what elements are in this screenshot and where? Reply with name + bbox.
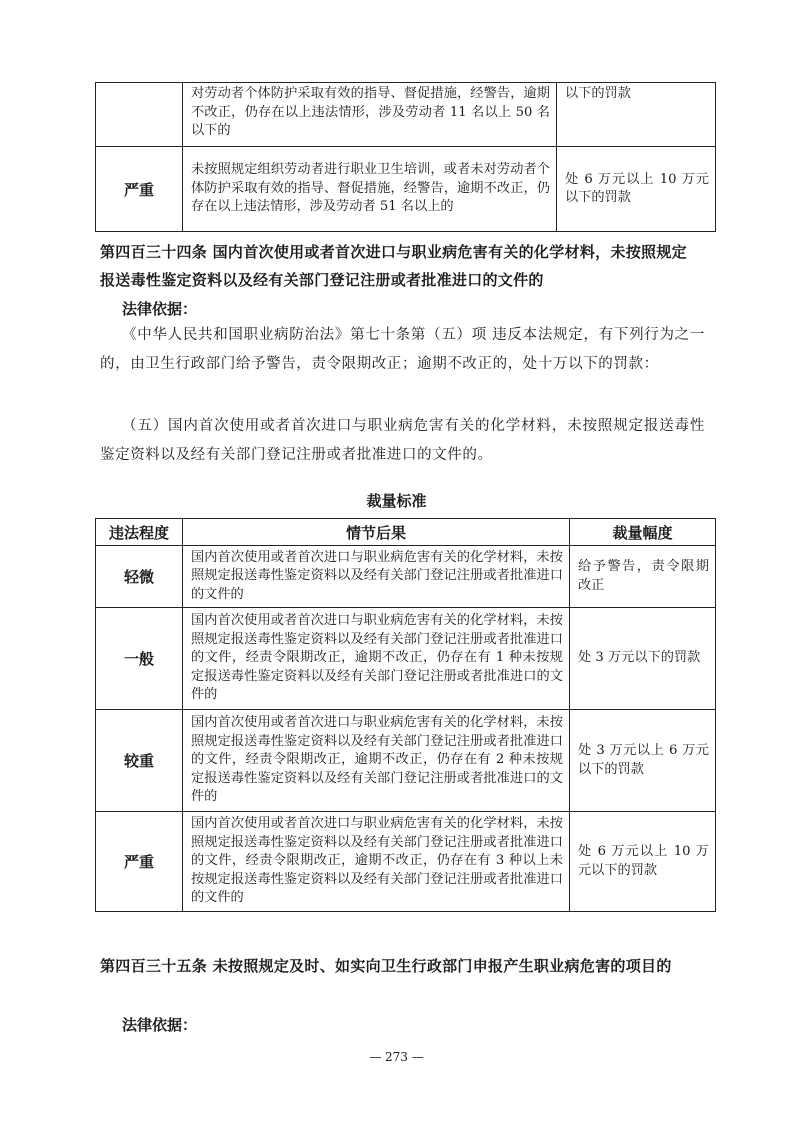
degree-cell: 一般: [96, 608, 183, 710]
table-row: [96, 83, 716, 147]
table-row: [96, 147, 716, 232]
table-row: [96, 608, 716, 710]
standard-table-title: 裁量标准: [366, 492, 427, 510]
legal-basis-label: 法律依据：: [122, 1016, 198, 1034]
circumstance-cell: 国内首次使用或者首次进口与职业病危害有关的化学材料，未按照规定报送毒性鉴定资料以及经有关部门登记注册或者批准进口的文件，经责令限期改正，逾期不改正，仍存在有 2 种未按规定报送毒性鉴定资料以及经有关部门登记注册或者批准进口的文件的: [183, 710, 570, 812]
penalty-cell: 给予警告，责令限期改正: [570, 546, 716, 608]
circumstance-cell: 国内首次使用或者首次进口与职业病危害有关的化学材料，未按照规定报送毒性鉴定资料以及经有关部门登记注册或者批准进口的文件，经责令限期改正，逾期不改正，仍存在有 1 种未按规定报送毒性鉴定资料以及经有关部门登记注册或者批准进口的文件的: [183, 608, 570, 710]
discretion-standard-table: [95, 518, 716, 912]
degree-cell: [96, 83, 183, 147]
circumstance-cell: 国内首次使用或者首次进口与职业病危害有关的化学材料，未按照规定报送毒性鉴定资料以及经有关部门登记注册或者批准进口的文件，经责令限期改正，逾期不改正，仍存在有 3 种以上未按规定报送毒性鉴定资料以及经有关部门登记注册或者批准进口的文件的: [183, 812, 570, 912]
circumstance-cell: 国内首次使用或者首次进口与职业病危害有关的化学材料，未按照规定报送毒性鉴定资料以及经有关部门登记注册或者批准进口的文件的: [183, 546, 570, 608]
law-text: 《中华人民共和国职业病防治法》第七十条第（五）项 违反本法规定，有下列行为之一的，由卫生行政部门给予警告，责令限期改正；逾期不改正的，处十万以下的罚款：: [100, 327, 705, 372]
degree-cell: 严重: [96, 147, 183, 232]
legal-basis-label: 法律依据：: [122, 300, 198, 318]
circumstance-cell: 未按照规定组织劳动者进行职业卫生培训，或者未对劳动者个体防护采取有效的指导、督促措施，经警告，逾期不改正，仍存在以上违法情形，涉及劳动者 51 名以上的: [183, 147, 557, 232]
column-header-penalty: 裁量幅度: [570, 519, 716, 546]
table-row: [96, 710, 716, 812]
degree-cell: 较重: [96, 710, 183, 812]
article-435-heading: 第四百三十五条 未按照规定及时、如实向卫生行政部门申报产生职业病危害的项目的: [100, 957, 672, 975]
penalty-cell: 处 3 万元以上 6 万元以下的罚款: [570, 710, 716, 812]
table-row: [96, 812, 716, 912]
item-text: （五）国内首次使用或者首次进口与职业病危害有关的化学材料，未按照规定报送毒性鉴定资料以及经有关部门登记注册或者批准进口的文件的。: [100, 418, 705, 463]
penalty-cell: 处 3 万元以下的罚款: [570, 608, 716, 710]
page-number: — 273 —: [369, 1050, 424, 1064]
column-header-circumstance: 情节后果: [183, 519, 570, 546]
table-header-row: [96, 519, 716, 546]
penalty-cell: 处 6 万元以上 10 万元以下的罚款: [570, 812, 716, 912]
article-434-heading: 第四百三十四条 国内首次使用或者首次进口与职业病危害有关的化学材料，未按照规定报送毒性鉴定资料以及经有关部门登记注册或者批准进口的文件的: [100, 243, 687, 289]
penalty-cell: 以下的罚款: [557, 83, 716, 147]
table-row: [96, 546, 716, 608]
circumstance-cell: 对劳动者个体防护采取有效的指导、督促措施，经警告，逾期不改正，仍存在以上违法情形，涉及劳动者 11 名以上 50 名以下的: [183, 83, 557, 147]
continued-discretion-table: [95, 82, 716, 232]
degree-cell: 严重: [96, 812, 183, 912]
degree-cell: 轻微: [96, 546, 183, 608]
penalty-cell: 处 6 万元以上 10 万元以下的罚款: [557, 147, 716, 232]
column-header-degree: 违法程度: [96, 519, 183, 546]
